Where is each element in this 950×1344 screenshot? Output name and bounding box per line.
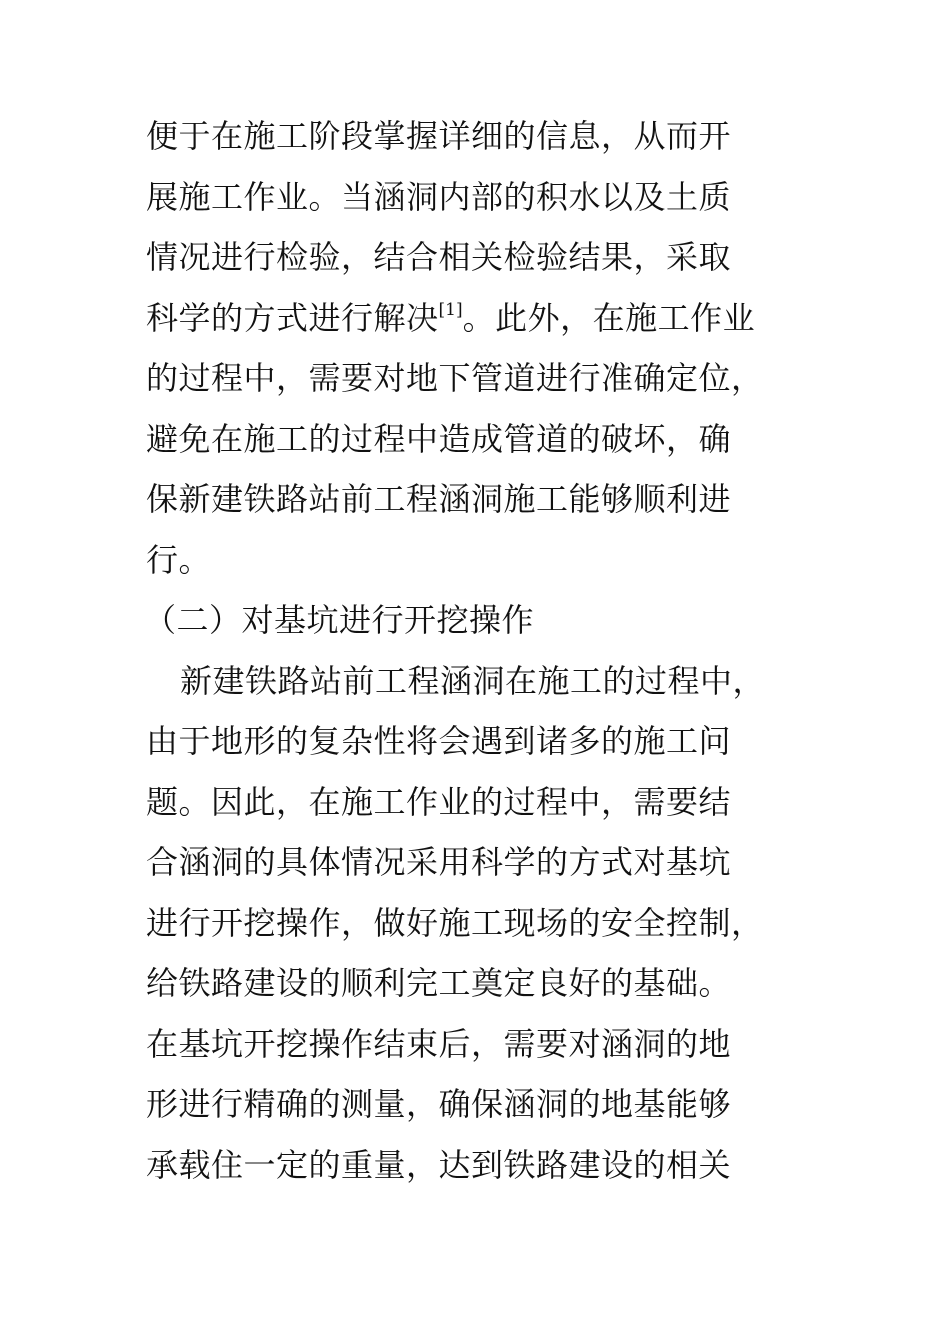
document-body <box>146 106 826 1195</box>
text-line: 题。因此，在施工作业的过程中，需要结 <box>146 782 732 821</box>
text-line: 承载住一定的重量，达到铁路建设的相关 <box>146 1145 732 1184</box>
text-line: 合涵洞的具体情况采用科学的方式对基坑 <box>146 843 732 881</box>
text-line: 保新建铁路站前工程涵洞施工能够顺利进 <box>146 480 732 518</box>
text-segment: 科学的方式进行解决 <box>146 298 439 337</box>
citation-marker: [1] <box>438 299 463 320</box>
text-line: 的过程中，需要对地下管道进行准确定位， <box>146 359 764 397</box>
text-line: 情况进行检验，结合相关检验结果，采取 <box>146 238 732 276</box>
text-line: 避免在施工的过程中造成管道的破坏，确 <box>146 419 732 458</box>
text-line: 进行开挖操作，做好施工现场的安全控制， <box>146 903 764 942</box>
section-heading: （二）对基坑进行开挖操作 <box>144 601 535 639</box>
text-line: 由于地形的复杂性将会遇到诸多的施工问 <box>146 722 732 760</box>
text-line-with-citation <box>146 288 826 349</box>
paragraph-first-line: 新建铁路站前工程涵洞在施工的过程中， <box>180 661 766 700</box>
text-line: 行。 <box>146 540 212 579</box>
text-line: 便于在施工阶段掌握详细的信息，从而开 <box>146 117 732 155</box>
text-line: 形进行精确的测量，确保涵洞的地基能够 <box>146 1085 732 1123</box>
text-line: 给铁路建设的顺利完工奠定良好的基础。 <box>146 964 732 1002</box>
text-line: 展施工作业。当涵洞内部的积水以及土质 <box>146 177 732 216</box>
text-segment: 。此外，在施工作业 <box>462 298 756 337</box>
text-line: 在基坑开挖操作结束后，需要对涵洞的地 <box>146 1024 732 1063</box>
